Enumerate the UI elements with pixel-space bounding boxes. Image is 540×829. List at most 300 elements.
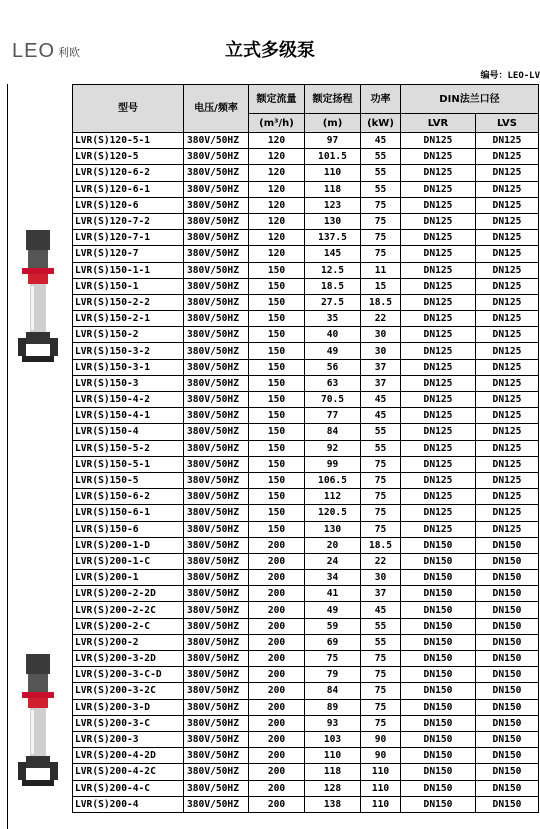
cell-power: 22 [361, 311, 401, 327]
cell-lvs-flange: DN150 [476, 586, 539, 602]
table-row [73, 359, 539, 375]
cell-voltage: 380V/50HZ [184, 408, 249, 424]
cell-voltage: 380V/50HZ [184, 748, 249, 764]
cell-power: 45 [361, 408, 401, 424]
cell-power: 30 [361, 343, 401, 359]
cell-voltage: 380V/50HZ [184, 278, 249, 294]
cell-flow: 200 [249, 731, 305, 747]
cell-model: LVR(S)120-7-2 [73, 213, 184, 229]
cell-model: LVR(S)150-6 [73, 521, 184, 537]
cell-head: 120.5 [305, 505, 361, 521]
vertical-pump-image [18, 226, 64, 366]
cell-model: LVR(S)150-1 [73, 278, 184, 294]
cell-flow: 200 [249, 796, 305, 812]
cell-head: 34 [305, 570, 361, 586]
cell-lvs-flange: DN150 [476, 618, 539, 634]
cell-lvr-flange: DN150 [401, 537, 476, 553]
cell-power: 110 [361, 780, 401, 796]
table-row [73, 392, 539, 408]
unit-flow: (m³/h) [249, 114, 305, 133]
cell-model: LVR(S)200-2-2C [73, 602, 184, 618]
cell-flow: 120 [249, 230, 305, 246]
cell-head: 89 [305, 699, 361, 715]
cell-flow: 200 [249, 667, 305, 683]
cell-power: 45 [361, 602, 401, 618]
cell-flow: 150 [249, 359, 305, 375]
cell-power: 75 [361, 651, 401, 667]
cell-flow: 150 [249, 440, 305, 456]
table-row [73, 602, 539, 618]
cell-power: 18.5 [361, 537, 401, 553]
cell-power: 55 [361, 424, 401, 440]
cell-head: 101.5 [305, 149, 361, 165]
cell-power: 75 [361, 521, 401, 537]
table-row [73, 246, 539, 262]
cell-flow: 200 [249, 634, 305, 650]
cell-lvr-flange: DN150 [401, 667, 476, 683]
cell-flow: 120 [249, 246, 305, 262]
cell-head: 27.5 [305, 294, 361, 310]
cell-lvr-flange: DN125 [401, 262, 476, 278]
cell-flow: 150 [249, 375, 305, 391]
cell-lvs-flange: DN150 [476, 715, 539, 731]
cell-head: 35 [305, 311, 361, 327]
cell-lvs-flange: DN125 [476, 213, 539, 229]
table-row [73, 796, 539, 812]
table-row [73, 489, 539, 505]
cell-voltage: 380V/50HZ [184, 230, 249, 246]
cell-voltage: 380V/50HZ [184, 149, 249, 165]
cell-power: 75 [361, 213, 401, 229]
cell-head: 106.5 [305, 472, 361, 488]
cell-head: 79 [305, 667, 361, 683]
cell-voltage: 380V/50HZ [184, 521, 249, 537]
cell-model: LVR(S)150-3-1 [73, 359, 184, 375]
cell-lvr-flange: DN125 [401, 213, 476, 229]
cell-flow: 120 [249, 197, 305, 213]
cell-model: LVR(S)150-6-1 [73, 505, 184, 521]
cell-voltage: 380V/50HZ [184, 375, 249, 391]
table-row [73, 294, 539, 310]
cell-lvs-flange: DN125 [476, 181, 539, 197]
cell-flow: 200 [249, 764, 305, 780]
cell-head: 128 [305, 780, 361, 796]
cell-lvr-flange: DN125 [401, 424, 476, 440]
cell-model: LVR(S)200-2-2D [73, 586, 184, 602]
cell-head: 118 [305, 764, 361, 780]
cell-model: LVR(S)150-5-2 [73, 440, 184, 456]
table-row [73, 311, 539, 327]
cell-flow: 200 [249, 748, 305, 764]
cell-lvs-flange: DN125 [476, 392, 539, 408]
table-row [73, 181, 539, 197]
table-row [73, 634, 539, 650]
cell-head: 59 [305, 618, 361, 634]
table-row [73, 618, 539, 634]
cell-voltage: 380V/50HZ [184, 505, 249, 521]
cell-power: 37 [361, 359, 401, 375]
cell-power: 75 [361, 505, 401, 521]
cell-voltage: 380V/50HZ [184, 731, 249, 747]
cell-power: 11 [361, 262, 401, 278]
cell-head: 137.5 [305, 230, 361, 246]
table-row [73, 424, 539, 440]
cell-flow: 120 [249, 213, 305, 229]
cell-power: 75 [361, 715, 401, 731]
cell-voltage: 380V/50HZ [184, 472, 249, 488]
cell-voltage: 380V/50HZ [184, 133, 249, 149]
header-voltage: 电压/频率 [184, 85, 249, 133]
table-body [73, 133, 539, 813]
table-row [73, 375, 539, 391]
cell-power: 22 [361, 553, 401, 569]
cell-model: LVR(S)200-2 [73, 634, 184, 650]
cell-lvr-flange: DN150 [401, 748, 476, 764]
cell-power: 55 [361, 618, 401, 634]
cell-flow: 200 [249, 683, 305, 699]
cell-model: LVR(S)120-5-1 [73, 133, 184, 149]
cell-lvs-flange: DN150 [476, 683, 539, 699]
cell-flow: 150 [249, 294, 305, 310]
cell-model: LVR(S)150-2-2 [73, 294, 184, 310]
cell-voltage: 380V/50HZ [184, 327, 249, 343]
cell-flow: 200 [249, 586, 305, 602]
cell-lvr-flange: DN150 [401, 618, 476, 634]
cell-voltage: 380V/50HZ [184, 246, 249, 262]
cell-lvr-flange: DN125 [401, 375, 476, 391]
cell-lvs-flange: DN150 [476, 651, 539, 667]
cell-flow: 150 [249, 311, 305, 327]
cell-power: 55 [361, 165, 401, 181]
cell-lvs-flange: DN125 [476, 521, 539, 537]
cell-lvr-flange: DN150 [401, 586, 476, 602]
cell-lvr-flange: DN125 [401, 505, 476, 521]
cell-head: 84 [305, 424, 361, 440]
cell-power: 75 [361, 699, 401, 715]
cell-lvs-flange: DN150 [476, 667, 539, 683]
table-row [73, 667, 539, 683]
cell-lvr-flange: DN125 [401, 294, 476, 310]
cell-flow: 200 [249, 699, 305, 715]
cell-power: 30 [361, 570, 401, 586]
cell-model: LVR(S)150-2-1 [73, 311, 184, 327]
cell-flow: 150 [249, 489, 305, 505]
cell-model: LVR(S)150-5 [73, 472, 184, 488]
cell-lvs-flange: DN150 [476, 570, 539, 586]
cell-voltage: 380V/50HZ [184, 489, 249, 505]
cell-model: LVR(S)150-5-1 [73, 456, 184, 472]
cell-power: 55 [361, 181, 401, 197]
cell-flow: 150 [249, 343, 305, 359]
cell-lvs-flange: DN125 [476, 424, 539, 440]
cell-power: 75 [361, 489, 401, 505]
cell-lvs-flange: DN125 [476, 408, 539, 424]
cell-head: 110 [305, 748, 361, 764]
cell-flow: 200 [249, 570, 305, 586]
table-row [73, 505, 539, 521]
cell-voltage: 380V/50HZ [184, 262, 249, 278]
cell-voltage: 380V/50HZ [184, 699, 249, 715]
cell-lvs-flange: DN125 [476, 294, 539, 310]
table-row [73, 699, 539, 715]
cell-power: 45 [361, 133, 401, 149]
cell-lvs-flange: DN125 [476, 246, 539, 262]
table-row [73, 553, 539, 569]
cell-head: 103 [305, 731, 361, 747]
cell-voltage: 380V/50HZ [184, 553, 249, 569]
cell-head: 18.5 [305, 278, 361, 294]
cell-lvr-flange: DN125 [401, 392, 476, 408]
header-power: 功率 [361, 85, 401, 114]
cell-voltage: 380V/50HZ [184, 586, 249, 602]
cell-voltage: 380V/50HZ [184, 359, 249, 375]
cell-power: 75 [361, 197, 401, 213]
cell-lvr-flange: DN125 [401, 311, 476, 327]
table-row [73, 537, 539, 553]
cell-model: LVR(S)120-7 [73, 246, 184, 262]
cell-model: LVR(S)200-3-D [73, 699, 184, 715]
table-row [73, 683, 539, 699]
cell-power: 55 [361, 634, 401, 650]
cell-model: LVR(S)200-4-C [73, 780, 184, 796]
unit-power: (kW) [361, 114, 401, 133]
cell-voltage: 380V/50HZ [184, 715, 249, 731]
cell-lvr-flange: DN150 [401, 764, 476, 780]
cell-model: LVR(S)200-4 [73, 796, 184, 812]
cell-lvr-flange: DN125 [401, 149, 476, 165]
cell-lvs-flange: DN125 [476, 489, 539, 505]
cell-voltage: 380V/50HZ [184, 294, 249, 310]
table-row [73, 472, 539, 488]
cell-power: 75 [361, 456, 401, 472]
cell-lvr-flange: DN150 [401, 780, 476, 796]
cell-power: 75 [361, 230, 401, 246]
cell-flow: 200 [249, 537, 305, 553]
cell-head: 41 [305, 586, 361, 602]
cell-lvr-flange: DN150 [401, 699, 476, 715]
cell-lvs-flange: DN125 [476, 505, 539, 521]
table-row [73, 456, 539, 472]
subheader-lvr: LVR [401, 114, 476, 133]
cell-model: LVR(S)200-3-2D [73, 651, 184, 667]
cell-power: 75 [361, 683, 401, 699]
cell-lvr-flange: DN150 [401, 731, 476, 747]
cell-lvs-flange: DN125 [476, 472, 539, 488]
cell-model: LVR(S)200-3-C-D [73, 667, 184, 683]
cell-lvr-flange: DN125 [401, 489, 476, 505]
cell-lvs-flange: DN150 [476, 699, 539, 715]
cell-lvs-flange: DN125 [476, 262, 539, 278]
cell-lvs-flange: DN125 [476, 375, 539, 391]
cell-voltage: 380V/50HZ [184, 343, 249, 359]
cell-lvs-flange: DN150 [476, 764, 539, 780]
cell-voltage: 380V/50HZ [184, 651, 249, 667]
cell-flow: 200 [249, 618, 305, 634]
cell-flow: 150 [249, 521, 305, 537]
cell-model: LVR(S)150-2 [73, 327, 184, 343]
unit-head: (m) [305, 114, 361, 133]
table-row [73, 521, 539, 537]
cell-lvs-flange: DN125 [476, 327, 539, 343]
cell-model: LVR(S)200-1 [73, 570, 184, 586]
cell-lvr-flange: DN150 [401, 634, 476, 650]
cell-lvr-flange: DN125 [401, 327, 476, 343]
cell-voltage: 380V/50HZ [184, 440, 249, 456]
cell-voltage: 380V/50HZ [184, 181, 249, 197]
cell-power: 18.5 [361, 294, 401, 310]
cell-voltage: 380V/50HZ [184, 683, 249, 699]
table-row [73, 748, 539, 764]
cell-head: 70.5 [305, 392, 361, 408]
cell-head: 97 [305, 133, 361, 149]
table-row [73, 149, 539, 165]
cell-power: 55 [361, 149, 401, 165]
cell-head: 93 [305, 715, 361, 731]
cell-lvs-flange: DN150 [476, 634, 539, 650]
table-row [73, 731, 539, 747]
cell-head: 145 [305, 246, 361, 262]
cell-power: 75 [361, 667, 401, 683]
vertical-pump-image [18, 650, 64, 790]
pump-spec-table [72, 84, 539, 813]
cell-head: 69 [305, 634, 361, 650]
cell-voltage: 380V/50HZ [184, 602, 249, 618]
cell-model: LVR(S)200-1-C [73, 553, 184, 569]
cell-voltage: 380V/50HZ [184, 311, 249, 327]
cell-power: 110 [361, 796, 401, 812]
table-row [73, 586, 539, 602]
cell-voltage: 380V/50HZ [184, 392, 249, 408]
cell-head: 138 [305, 796, 361, 812]
table-row [73, 570, 539, 586]
cell-model: LVR(S)200-3-2C [73, 683, 184, 699]
cell-flow: 150 [249, 456, 305, 472]
cell-power: 75 [361, 472, 401, 488]
cell-lvs-flange: DN150 [476, 748, 539, 764]
cell-lvr-flange: DN125 [401, 246, 476, 262]
cell-voltage: 380V/50HZ [184, 764, 249, 780]
cell-lvs-flange: DN125 [476, 343, 539, 359]
cell-voltage: 380V/50HZ [184, 424, 249, 440]
cell-power: 37 [361, 586, 401, 602]
page-title: 立式多级泵 [225, 40, 315, 61]
header-head: 额定扬程 [305, 85, 361, 114]
cell-lvr-flange: DN125 [401, 359, 476, 375]
cell-flow: 150 [249, 408, 305, 424]
table-row [73, 230, 539, 246]
cell-model: LVR(S)150-6-2 [73, 489, 184, 505]
cell-model: LVR(S)150-1-1 [73, 262, 184, 278]
table-row [73, 327, 539, 343]
cell-power: 45 [361, 392, 401, 408]
cell-voltage: 380V/50HZ [184, 634, 249, 650]
cell-lvr-flange: DN125 [401, 278, 476, 294]
cell-lvr-flange: DN125 [401, 230, 476, 246]
cell-voltage: 380V/50HZ [184, 456, 249, 472]
cell-head: 84 [305, 683, 361, 699]
cell-lvs-flange: DN150 [476, 796, 539, 812]
cell-model: LVR(S)120-6-1 [73, 181, 184, 197]
cell-head: 123 [305, 197, 361, 213]
cell-model: LVR(S)120-5 [73, 149, 184, 165]
cell-model: LVR(S)120-6-2 [73, 165, 184, 181]
table-row [73, 764, 539, 780]
cell-head: 110 [305, 165, 361, 181]
cell-power: 55 [361, 440, 401, 456]
table-row [73, 165, 539, 181]
cell-head: 24 [305, 553, 361, 569]
cell-lvr-flange: DN125 [401, 197, 476, 213]
cell-voltage: 380V/50HZ [184, 780, 249, 796]
cell-head: 56 [305, 359, 361, 375]
cell-lvs-flange: DN125 [476, 359, 539, 375]
cell-head: 99 [305, 456, 361, 472]
cell-model: LVR(S)150-4-2 [73, 392, 184, 408]
table-row [73, 651, 539, 667]
cell-lvr-flange: DN125 [401, 181, 476, 197]
cell-voltage: 380V/50HZ [184, 796, 249, 812]
cell-lvs-flange: DN125 [476, 149, 539, 165]
cell-head: 92 [305, 440, 361, 456]
cell-flow: 150 [249, 262, 305, 278]
cell-lvs-flange: DN125 [476, 133, 539, 149]
cell-head: 77 [305, 408, 361, 424]
cell-voltage: 380V/50HZ [184, 213, 249, 229]
table-row [73, 780, 539, 796]
cell-lvr-flange: DN150 [401, 602, 476, 618]
cell-flow: 150 [249, 327, 305, 343]
logo-mark: LEO [12, 40, 56, 62]
cell-power: 90 [361, 731, 401, 747]
logo-chinese-name: 利欧 [58, 45, 81, 59]
cell-head: 20 [305, 537, 361, 553]
cell-voltage: 380V/50HZ [184, 570, 249, 586]
cell-lvs-flange: DN125 [476, 311, 539, 327]
cell-power: 15 [361, 278, 401, 294]
cell-lvr-flange: DN125 [401, 456, 476, 472]
cell-power: 110 [361, 764, 401, 780]
cell-power: 90 [361, 748, 401, 764]
cell-head: 49 [305, 343, 361, 359]
cell-lvs-flange: DN150 [476, 731, 539, 747]
cell-lvs-flange: DN125 [476, 165, 539, 181]
cell-lvr-flange: DN125 [401, 165, 476, 181]
cell-head: 130 [305, 213, 361, 229]
table-row [73, 715, 539, 731]
cell-lvr-flange: DN150 [401, 651, 476, 667]
cell-lvr-flange: DN150 [401, 570, 476, 586]
cell-voltage: 380V/50HZ [184, 667, 249, 683]
cell-lvs-flange: DN150 [476, 537, 539, 553]
header-model: 型号 [73, 85, 184, 133]
cell-flow: 120 [249, 181, 305, 197]
cell-voltage: 380V/50HZ [184, 197, 249, 213]
cell-flow: 150 [249, 424, 305, 440]
cell-flow: 200 [249, 780, 305, 796]
cell-head: 63 [305, 375, 361, 391]
cell-lvr-flange: DN125 [401, 472, 476, 488]
table-row [73, 197, 539, 213]
cell-voltage: 380V/50HZ [184, 618, 249, 634]
cell-flow: 150 [249, 472, 305, 488]
cell-model: LVR(S)200-3-C [73, 715, 184, 731]
cell-model: LVR(S)150-3-2 [73, 343, 184, 359]
cell-lvr-flange: DN125 [401, 408, 476, 424]
cell-head: 118 [305, 181, 361, 197]
cell-model: LVR(S)200-1-D [73, 537, 184, 553]
cell-lvs-flange: DN125 [476, 440, 539, 456]
cell-voltage: 380V/50HZ [184, 537, 249, 553]
